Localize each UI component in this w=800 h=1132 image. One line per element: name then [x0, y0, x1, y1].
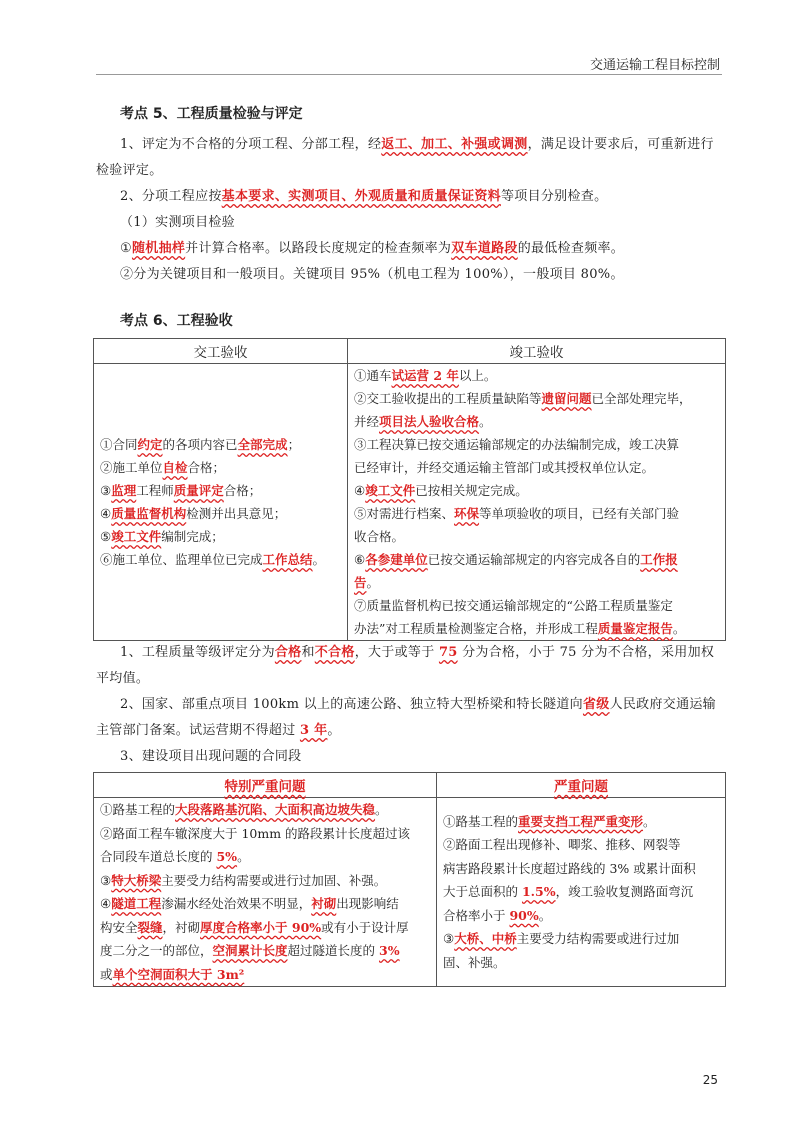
- critical-item: ①路基工程的大段落路基沉陷、大面积高边坡失稳。: [100, 802, 388, 817]
- section-5-para-5: ②分为关键项目和一般项目。关键项目 95%（机电工程为 100%），一般项目 80%。: [120, 267, 624, 282]
- running-header-title: 交通运输工程目标控制: [589, 58, 720, 73]
- critical-item-cont: 或单个空洞面积大于 3m²: [100, 966, 245, 982]
- completion-item: ⑥各参建单位已按交通运输部规定的内容完成各自的工作报: [354, 552, 678, 567]
- completion-cell: [348, 364, 726, 641]
- section-5-para-3: （1）实测项目检验: [120, 215, 235, 230]
- col-header-completion: 竣工验收: [348, 339, 726, 364]
- handover-item: ①合同约定的各项内容已全部完成；: [100, 437, 301, 452]
- acceptance-table: [93, 338, 726, 641]
- section-6-para-1: 1、工程质量等级评定分为合格和不合格，大于或等于 75 分为合格，小于 75 分为不合格，采用加权平均值。: [96, 645, 715, 686]
- serious-item-cont: 固、补强。: [443, 954, 506, 970]
- completion-item: ①通车试运营 2 年以上。: [354, 368, 497, 383]
- handover-item: ②施工单位自检合格；: [100, 460, 226, 475]
- completion-item-cont: 并经项目法人验收合格。: [354, 414, 492, 429]
- section-5-title: 考点 5、工程质量检验与评定: [120, 106, 303, 122]
- serious-item: ①路基工程的重要支挡工程严重变形。: [443, 813, 656, 829]
- completion-item: ④竣工文件已按相关规定完成。: [354, 483, 528, 498]
- handover-item: ⑤竣工文件编制完成；: [100, 529, 224, 544]
- handover-item: ③监理工程师质量评定合格；: [100, 483, 262, 498]
- completion-item-cont: 已经审计，并经交通运输主管部门或其授权单位认定。: [354, 460, 655, 475]
- col-header-serious: 严重问题: [437, 773, 726, 798]
- page-number: 25: [702, 1073, 718, 1087]
- critical-cell: [94, 798, 437, 987]
- handover-item: ④质量监督机构检测并出具意见；: [100, 506, 287, 521]
- section-5-para-4: ①随机抽样并计算合格率。以路段长度规定的检查频率为双车道路段的最低检查频率。: [120, 241, 625, 256]
- critical-item-cont: 合同段车道总长度的 5%。: [100, 849, 250, 864]
- serious-item-cont: 合格率小于 90%。: [443, 907, 552, 923]
- serious-cell: [437, 798, 726, 987]
- critical-item-cont: 构安全裂缝，衬砌厚度合格率小于 90%或有小于设计厚: [100, 919, 409, 935]
- section-6-para-3: 3、建设项目出现问题的合同段: [120, 749, 302, 764]
- completion-item: ③工程决算已按交通运输部规定的办法编制完成，竣工决算: [354, 437, 680, 452]
- serious-item: ③大桥、中桥主要受力结构需要或进行过加: [443, 931, 680, 947]
- problem-table: [93, 772, 726, 987]
- section-6-title: 考点 6、工程验收: [120, 313, 233, 329]
- serious-item-cont: 大于总面积的 1.5%，竣工验收复测路面弯沉: [443, 884, 694, 900]
- section-5-para-1: 1、评定为不合格的分项工程、分部工程，经返工、加工、补强或调测，满足设计要求后，可重新进行检验评定。: [96, 137, 714, 178]
- handover-item: ⑥施工单位、监理单位已完成工作总结。: [100, 552, 326, 567]
- handover-cell: [94, 364, 348, 641]
- col-header-critical: 特别严重问题: [94, 773, 437, 798]
- completion-item-cont: 办法”对工程质量检测鉴定合格，并形成工程质量鉴定报告。: [354, 621, 686, 636]
- critical-item: ②路面工程车辙深度大于 10mm 的路段累计长度超过该: [100, 825, 411, 841]
- col-header-handover: 交工验收: [94, 339, 348, 364]
- completion-item-cont: 告。: [354, 575, 380, 590]
- section-5-para-2: 2、分项工程应按基本要求、实测项目、外观质量和质量保证资料等项目分别检查。: [120, 189, 608, 204]
- critical-item-cont: 度二分之一的部位，空洞累计长度超过隧道长度的 3%: [100, 943, 400, 958]
- completion-item: ⑤对需进行档案、环保等单项验收的项目，已经有关部门验: [354, 506, 680, 521]
- section-6-para-2: 2、国家、部重点项目 100km 以上的高速公路、独立特大型桥梁和特长隧道向省级人民政府交通运输主管部门备案。试运营期不得超过 3 年。: [96, 697, 716, 738]
- completion-item: ⑦质量监督机构已按交通运输部规定的“公路工程质量鉴定: [354, 598, 673, 613]
- critical-item: ④隧道工程渗漏水经处治效果不明显，衬砌出现影响结: [100, 896, 399, 911]
- critical-item: ③特大桥梁主要受力结构需要或进行过加固、补强。: [100, 872, 387, 888]
- completion-item-cont: 收合格。: [354, 529, 405, 544]
- serious-item-cont: 病害路段累计长度超过路线的 3% 或累计面积: [443, 860, 696, 876]
- header-rule: [96, 74, 722, 75]
- completion-item: ②交工验收提出的工程质量缺陷等遗留问题已全部处理完毕，: [354, 391, 692, 406]
- serious-item: ②路面工程出现修补、唧浆、推移、网裂等: [443, 837, 681, 853]
